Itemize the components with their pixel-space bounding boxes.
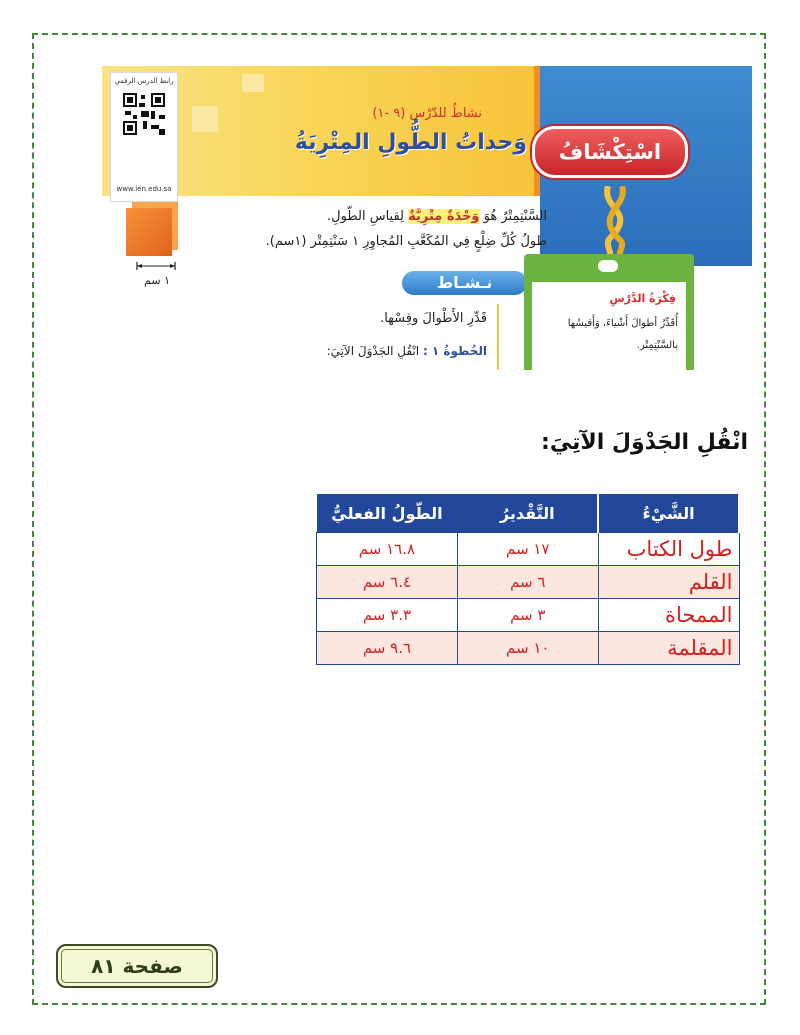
lesson-subtitle: نشاطُ للدّرْس (٩ -١) [372, 106, 482, 121]
intro-prefix: السَّنْتِمِتْرُ هُوَ [483, 209, 547, 224]
idea-title: فِكْرَةُ الدَّرْسِ [609, 292, 676, 305]
cell-item: المقلمة [598, 632, 739, 665]
idea-card-body [532, 282, 686, 370]
estimate-instruction: قَدِّرِ الأَطْوالَ وقِسْها. [380, 311, 487, 326]
cell-item: القلم [598, 566, 739, 599]
idea-line-2: بالسَّنْتِمِتْر. [636, 340, 678, 351]
step-1 [327, 344, 487, 358]
cell-estimate: ٣ سم [457, 599, 598, 632]
cell-actual: ٩.٦ سم [317, 632, 458, 665]
cube-dimension-label: ١ سم [144, 274, 170, 287]
cell-estimate: ١٠ سم [457, 632, 598, 665]
qr-url: www.ien.edu.sa [116, 185, 172, 193]
header-item: الشَّيْءُ [598, 494, 739, 533]
cube-illustration [126, 208, 172, 256]
lesson-title: وَحداتُ الطُّولِ المِتْرِيَةُ [294, 130, 527, 155]
cell-item: الممحاة [598, 599, 739, 632]
lesson-idea-card [524, 254, 694, 370]
divider-line [497, 304, 499, 370]
header-estimate: التَّقْديرُ [457, 494, 598, 533]
cell-actual: ٣.٣ سم [317, 599, 458, 632]
instruction-heading: انْقُلِ الجَدْوَلَ الآتِيَ: [541, 430, 748, 455]
intro-suffix: لِقياسِ الطّولِ. [327, 209, 404, 224]
activity-badge: نـشـاط [402, 271, 527, 295]
answer-table [316, 494, 740, 665]
highlight-term: وَحْدَةٌ مِتْرِيَّةٌ [408, 209, 480, 224]
cell-actual: ١٦.٨ سم [317, 533, 458, 566]
card-hole [598, 260, 618, 272]
cell-estimate: ١٧ سم [457, 533, 598, 566]
cell-item: طول الكتاب [598, 533, 739, 566]
qr-code-icon [121, 91, 167, 137]
table-row [317, 566, 740, 599]
intro-line-1 [327, 209, 547, 224]
step-text: انْقُلِ الجَدْوَلَ الآتِيَ: [326, 344, 420, 358]
header-actual: الطّولُ الفعليُّ [317, 494, 458, 533]
idea-line-1: أُقَدِّرُ أطوالَ أَشْياءَ، وَأَقيسُها [567, 318, 678, 329]
table-row [317, 632, 740, 665]
cell-estimate: ٦ سم [457, 566, 598, 599]
cell-actual: ٦.٤ سم [317, 566, 458, 599]
textbook-excerpt [52, 66, 752, 370]
table-header-row [317, 494, 740, 533]
step-label: الخُطوةُ ١ : [422, 344, 487, 358]
qr-caption: رابط الدرس الرقمي [114, 77, 174, 85]
intro-line-2: طولُ كُلِّ ضِلْعٍ فِي المُكَعَّبِ المُجاوِرِ ١ سَنْتِمِتْر (١سم). [265, 234, 547, 249]
qr-card[interactable] [110, 72, 178, 202]
dimension-arrow-icon [136, 262, 176, 270]
page-number-badge: صفحة ٨١ [56, 944, 218, 988]
explore-badge: اسْتِكْشَافُ [532, 126, 688, 178]
table-row [317, 533, 740, 566]
table-row [317, 599, 740, 632]
